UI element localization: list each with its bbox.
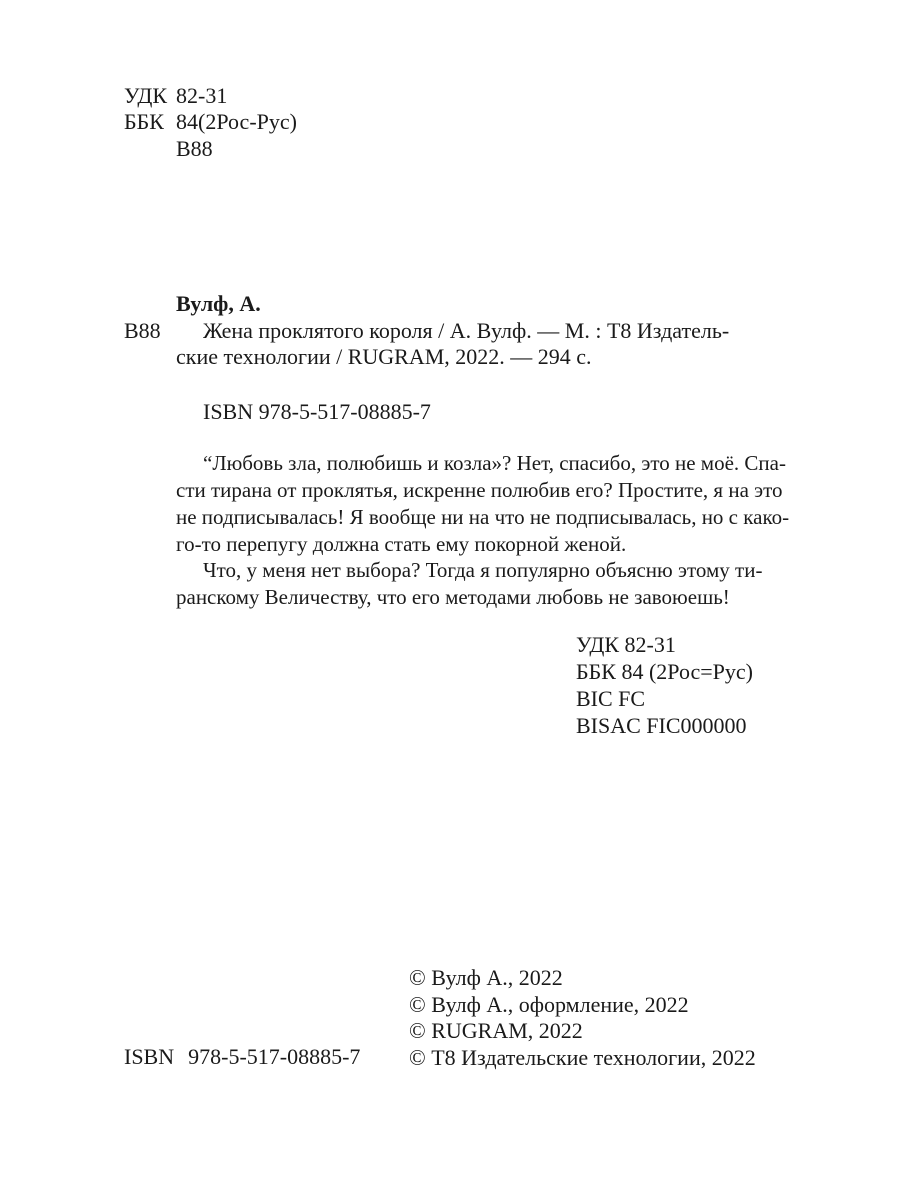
annotation-line: Что, у меня нет выбора? Тогда я популярно объясню этому ти- (203, 558, 763, 582)
udk-label: УДК (124, 83, 168, 108)
classification-bic: BIC FC (576, 686, 646, 711)
classification-bbk: ББК 84 (2Рос=Рус) (576, 659, 753, 684)
copyright-block (409, 965, 756, 1071)
copyright-line: © Вулф А., 2022 (409, 965, 563, 990)
annotation-line: ранскому Величеству, что его методами любовь не завоюешь! (176, 585, 730, 609)
footer-isbn-number: 978-5-517-08885-7 (188, 1044, 361, 1069)
annotation-line: сти тирана от проклятья, искренне полюбив его? Простите, я на это (176, 478, 783, 502)
copyright-line: © RUGRAM, 2022 (409, 1018, 583, 1043)
entry-description-line2: ские технологии / RUGRAM, 2022. — 294 с. (176, 344, 592, 369)
annotation-line: го-то перепугу должна стать ему покорной женой. (176, 532, 627, 556)
copyright-line: © Вулф А., оформление, 2022 (409, 991, 689, 1017)
annotation-line: “Любовь зла, полюбишь и козла»? Нет, спасибо, это не моё. Спа- (203, 451, 786, 475)
entry-description-line1: Жена проклятого короля / А. Вулф. — М. : Т8 Издатель- (203, 318, 730, 343)
author-mark-top: В88 (176, 136, 213, 161)
entry-isbn: ISBN 978-5-517-08885-7 (203, 399, 431, 424)
classification-bisac: BISAC FIC000000 (576, 713, 747, 738)
copyright-line: © Т8 Издательские технологии, 2022 (409, 1044, 756, 1070)
classification-block (576, 631, 753, 739)
annotation-line: не подписывалась! Я вообще ни на что не подписывалась, но с како- (176, 505, 790, 529)
entry-author: Вулф, А. (176, 291, 261, 316)
entry-author-mark: В88 (124, 318, 161, 343)
bbk-label: ББК (124, 109, 164, 134)
annotation-paragraph-1 (176, 450, 790, 558)
bbk-value: 84(2Рос-Рус) (176, 109, 297, 134)
footer-isbn (124, 1044, 360, 1070)
classification-udk: УДК 82-31 (576, 632, 676, 657)
udk-value: 82-31 (176, 83, 228, 108)
bbk-code-line (124, 109, 297, 135)
annotation-paragraph-2 (176, 557, 763, 611)
udk-code-line (124, 83, 227, 109)
footer-isbn-label: ISBN (124, 1044, 175, 1069)
